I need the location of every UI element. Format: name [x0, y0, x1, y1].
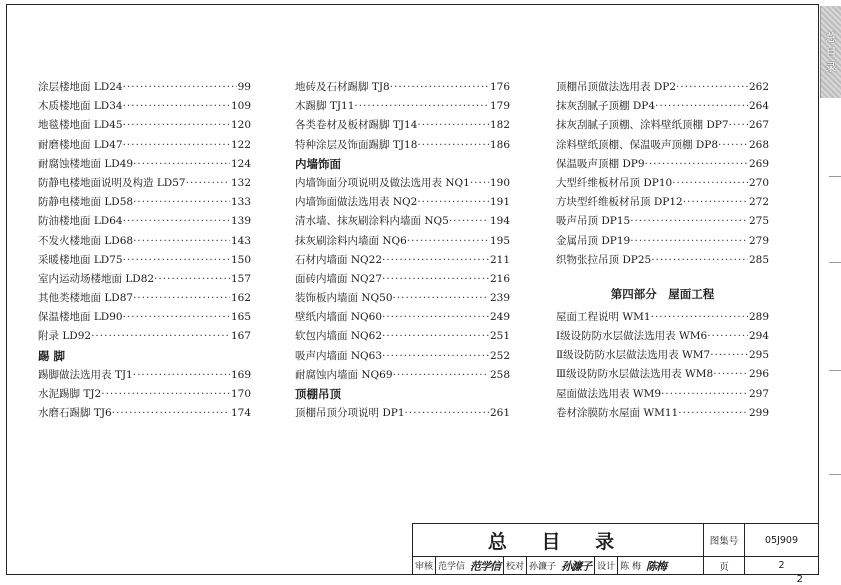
toc-entry-label: 采暖楼地面 LD75 [38, 253, 123, 266]
toc-entry [295, 366, 510, 385]
toc-entry-page: 132 [230, 176, 251, 189]
dot-leader [393, 289, 489, 308]
toc-entry-page: 120 [230, 119, 251, 132]
toc-entry [556, 78, 769, 97]
dot-leader [710, 346, 748, 365]
toc-entry-label: 地毯楼地面 LD45 [38, 119, 123, 132]
toc-entry-page: 194 [489, 215, 510, 228]
toc-entry [295, 308, 510, 327]
toc-entry [556, 327, 769, 346]
toc-entry-page: 264 [748, 100, 769, 113]
dot-leader [655, 97, 748, 116]
toc-entry-page: 122 [230, 138, 251, 151]
dot-leader [112, 404, 230, 423]
toc-entry [38, 289, 251, 308]
toc-entry [295, 116, 510, 135]
dot-leader [417, 116, 489, 135]
toc-entry [38, 193, 251, 212]
toc-entry-page: 124 [230, 157, 251, 170]
toc-entry-page: 216 [489, 272, 510, 285]
toc-entry-page: 268 [748, 138, 769, 151]
toc-entry-page: 182 [489, 119, 510, 132]
toc-entry [556, 308, 769, 327]
dot-leader [405, 404, 489, 423]
toc-entry-label: 清水墙、抹灰刷涂料内墙面 NQ5 [295, 215, 449, 228]
toc-entry-label: 防油楼地面 LD64 [38, 215, 123, 228]
toc-entry-label: 木踢脚 TJ11 [295, 100, 355, 113]
toc-entry-label: 涂层楼地面 LD24 [38, 81, 123, 93]
toc-entry [295, 97, 510, 116]
toc-entry-page: 252 [489, 349, 510, 362]
toc-entry-label: 顶棚吊顶做法选用表 DP2 [556, 81, 677, 93]
dot-leader [382, 270, 489, 289]
toc-entry-label: 装饰板内墙面 NQ50 [295, 292, 393, 305]
toc-entry-label: Ⅱ级设防防水层做法选用表 WM7 [556, 349, 711, 362]
dot-leader [133, 366, 230, 385]
dot-leader [123, 251, 230, 270]
toc-entry-page: 239 [489, 292, 510, 305]
dot-leader [672, 174, 748, 193]
toc-entry-label: 织物张拉吊顶 DP25 [556, 253, 652, 266]
toc-entry-label: 附录 LD92 [38, 330, 92, 343]
check-label: 校对 [506, 562, 525, 572]
toc-entry-label: 水磨石踢脚 TJ6 [38, 407, 112, 420]
toc-entry [556, 346, 769, 365]
toc-entry [295, 136, 510, 155]
dot-leader [123, 78, 237, 97]
section-heading: 顶棚吊顶 [295, 387, 341, 401]
toc-entry-label: 耐腐蚀内墙面 NQ69 [295, 368, 393, 381]
dot-leader [417, 193, 489, 212]
toc-entry-page: 191 [489, 196, 510, 209]
dot-leader [382, 327, 489, 346]
toc-entry [556, 193, 769, 212]
toc-entry [38, 385, 251, 404]
toc-entry [38, 251, 251, 270]
dot-leader [382, 251, 489, 270]
toc-entry-page: 261 [489, 407, 510, 420]
side-tick [829, 262, 841, 263]
toc-entry-page: 297 [748, 387, 769, 400]
toc-entry-label: 大型纤维板材吊顶 DP10 [556, 176, 673, 189]
toc-column-2 [295, 78, 510, 423]
side-tab-char: 录 [825, 60, 837, 74]
toc-entry-label: 水泥踢脚 TJ2 [38, 388, 102, 400]
toc-entry-page: 169 [230, 368, 251, 381]
dot-leader [91, 327, 230, 346]
toc-entry-page: 157 [230, 272, 251, 285]
toc-entry-page: 143 [230, 234, 251, 247]
toc-entry-page: 249 [489, 311, 510, 324]
dot-leader [186, 174, 230, 193]
toc-entry-page: 139 [230, 215, 251, 228]
toc-entry-label: 方块型纤维板材吊顶 DP12 [556, 196, 683, 209]
toc-entry [556, 155, 769, 174]
toc-entry [295, 289, 510, 308]
toc-entry-label: 耐磨楼地面 LD47 [38, 138, 123, 151]
toc-entry-label: 石材内墙面 NQ22 [295, 253, 382, 266]
toc-entry-label: 抹灰刮腻子顶棚、涂料壁纸顶棚 DP7 [556, 119, 729, 132]
designer-name: 陈 梅 [620, 562, 641, 572]
toc-entry [556, 251, 769, 270]
toc-entry-page: 150 [230, 253, 251, 266]
toc-entry-page: 195 [489, 234, 510, 247]
dot-leader [382, 308, 489, 327]
toc-column-1 [38, 78, 251, 423]
atlas-number-label: 图集号 [704, 524, 745, 557]
dot-leader [123, 136, 230, 155]
toc-entry-label: 内墙饰面分项说明及做法选用表 NQ1 [295, 176, 470, 189]
toc-entry-page: 109 [230, 100, 251, 113]
toc-entry [38, 136, 251, 155]
toc-entry [295, 251, 510, 270]
toc-entry-label: Ⅲ级设防防水层做法选用表 WM8 [556, 368, 714, 381]
checker-name: 孙濂子 [529, 562, 557, 572]
toc-entry [38, 308, 251, 327]
dot-leader [630, 232, 748, 251]
toc-entry-label: 壁纸内墙面 NQ60 [295, 311, 382, 324]
toc-entry [556, 174, 769, 193]
dot-leader [123, 116, 230, 135]
toc-entry-label: 吸声内墙面 NQ63 [295, 349, 382, 362]
toc-entry-page: 295 [748, 349, 769, 362]
dot-leader [390, 78, 489, 97]
reviewer-signature: 范学信 [470, 559, 501, 573]
toc-entry [38, 270, 251, 289]
toc-entry-label: 各类卷材及板材踢脚 TJ14 [295, 119, 418, 132]
toc-entry-label: 卷材涂膜防水屋面 WM11 [556, 406, 679, 419]
toc-entry-page: 270 [748, 176, 769, 189]
page-number: 2 [778, 560, 785, 571]
dot-leader [651, 251, 748, 270]
toc-entry [556, 97, 769, 116]
toc-entry [38, 327, 251, 346]
toc-entry-label: 软包内墙面 NQ62 [295, 330, 382, 343]
toc-entry [295, 327, 510, 346]
dot-leader [645, 155, 748, 174]
toc-entry-page: 289 [748, 310, 769, 323]
toc-entry-label: 面砖内墙面 NQ27 [295, 272, 382, 285]
toc-entry-label: 顶棚吊顶分项说明 DP1 [295, 407, 405, 420]
toc-entry [295, 404, 510, 423]
toc-entry-page: 269 [748, 157, 769, 170]
designer-signature: 陈梅 [645, 559, 666, 573]
toc-entry-label: 耐腐蚀楼地面 LD49 [38, 157, 134, 170]
dot-leader [713, 365, 748, 384]
dot-leader [661, 385, 748, 404]
dot-leader [470, 174, 489, 193]
toc-entry [38, 78, 251, 97]
toc-entry-label: 屋面做法选用表 WM9 [556, 387, 662, 400]
dot-leader [676, 78, 748, 97]
toc-entry-page: 179 [489, 100, 510, 113]
side-tab-char: 目 [825, 45, 837, 59]
toc-entry-page: 279 [748, 234, 769, 247]
toc-entry [295, 270, 510, 289]
toc-entry-label: Ⅰ级设防防水层做法选用表 WM6 [556, 330, 708, 343]
toc-entry-page: 165 [230, 311, 251, 324]
toc-entry-label: 防静电楼地面说明及构造 LD57 [38, 176, 186, 189]
toc-column-3 [556, 78, 769, 423]
toc-entry [295, 174, 510, 193]
dot-leader [133, 193, 230, 212]
dot-leader [133, 155, 230, 174]
toc-entry-page: 285 [748, 253, 769, 266]
toc-entry-label: 不发火楼地面 LD68 [38, 234, 134, 247]
dot-leader [123, 97, 230, 116]
toc-entry-page: 133 [230, 196, 251, 209]
toc-entry-page: 174 [230, 407, 251, 420]
toc-entry-label: 屋面工程说明 WM1 [556, 310, 651, 323]
part-heading: 第四部分 屋面工程 [610, 286, 715, 301]
toc-entry-page: 176 [489, 81, 510, 93]
toc-entry-page: 251 [489, 330, 510, 343]
side-tab [820, 6, 841, 98]
toc-entry-page: 186 [489, 138, 510, 151]
dot-leader [133, 289, 230, 308]
title-block [412, 523, 819, 575]
toc-entry [38, 212, 251, 231]
side-tick [829, 474, 841, 475]
reviewer-name: 范学信 [438, 562, 466, 572]
toc-entry [556, 116, 769, 135]
checker-signature: 孙濂子 [561, 559, 592, 573]
corner-page-number: 2 [796, 574, 803, 585]
side-tick [829, 370, 841, 371]
toc-entry-page: 267 [748, 119, 769, 132]
toc-entry-label: 其他类楼地面 LD87 [38, 292, 134, 305]
design-label: 设计 [597, 562, 616, 572]
section-heading: 内墙饰面 [295, 156, 341, 171]
toc-entry-page: 167 [230, 330, 251, 343]
toc-entry [556, 136, 769, 155]
toc-entry [38, 174, 251, 193]
toc-entry [556, 212, 769, 231]
toc-entry-page: 162 [230, 292, 251, 305]
toc-entry-label: 防静电楼地面 LD58 [38, 196, 134, 209]
toc-entry [295, 232, 510, 251]
review-label: 审核 [415, 562, 434, 572]
atlas-number: 05J909 [745, 524, 818, 557]
toc-entry-label: 木质楼地面 LD34 [38, 100, 123, 113]
dot-leader [123, 212, 230, 231]
toc-entry [295, 212, 510, 231]
toc-entry-label: 涂料壁纸顶棚、保温吸声顶棚 DP8 [556, 138, 719, 151]
dot-leader [407, 232, 489, 251]
dot-leader [630, 212, 748, 231]
dot-leader [678, 404, 748, 423]
toc-entry [38, 404, 251, 423]
toc-entry-label: 抹灰刷涂料内墙面 NQ6 [295, 234, 407, 247]
toc-entry [295, 347, 510, 366]
dot-leader [707, 327, 748, 346]
toc-entry [295, 193, 510, 212]
toc-entry-label: 吸声吊顶 DP15 [556, 215, 631, 228]
toc-entry-label: 内墙饰面做法选用表 NQ2 [295, 196, 418, 209]
toc-entry [38, 155, 251, 174]
toc-entry-label: 踢脚做法选用表 TJ1 [38, 368, 133, 381]
dot-leader [651, 308, 748, 327]
toc-entry [38, 232, 251, 251]
dot-leader [154, 270, 230, 289]
toc-entry-page: 275 [748, 215, 769, 228]
toc-entry-label: 保温楼地面 LD90 [38, 311, 123, 324]
toc-entry-page: 170 [230, 388, 251, 400]
toc-entry-page: 262 [748, 81, 769, 93]
dot-leader [123, 308, 230, 327]
toc-entry [556, 365, 769, 384]
toc-entry-page: 258 [489, 368, 510, 381]
dot-leader [101, 385, 230, 404]
toc-entry [38, 116, 251, 135]
toc-entry [38, 97, 251, 116]
toc-entry [295, 78, 510, 97]
toc-entry [556, 404, 769, 423]
dot-leader [133, 232, 230, 251]
toc-entry-page: 99 [237, 81, 251, 93]
toc-entry-page: 272 [748, 196, 769, 209]
page-label: 页 [704, 557, 745, 574]
toc-entry-page: 211 [489, 253, 510, 266]
toc-entry-label: 地砖及石材踢脚 TJ8 [295, 81, 390, 93]
dot-leader [729, 116, 748, 135]
dot-leader [354, 97, 489, 116]
dot-leader [683, 193, 748, 212]
signature-row [413, 557, 704, 574]
toc-entry-label: 保温吸声顶棚 DP9 [556, 157, 645, 170]
toc-entry [556, 232, 769, 251]
toc-entry-label: 金属吊顶 DP19 [556, 234, 631, 247]
toc-entry-label: 抹灰刮腻子顶棚 DP4 [556, 100, 656, 113]
dot-leader [382, 347, 489, 366]
toc-entry-page: 294 [748, 330, 769, 343]
toc-entry [38, 366, 251, 385]
dot-leader [393, 366, 489, 385]
dot-leader [417, 136, 489, 155]
section-heading: 踢 脚 [38, 348, 66, 363]
dot-leader [718, 136, 748, 155]
toc-entry-page: 299 [748, 406, 769, 419]
side-tick [829, 176, 841, 177]
toc-entry-label: 特种涂层及饰面踢脚 TJ18 [295, 138, 418, 151]
sheet-title: 总 目 录 [413, 524, 704, 557]
toc-entry [556, 385, 769, 404]
side-tab-char: 总 [825, 30, 837, 44]
toc-entry-page: 190 [489, 176, 510, 189]
toc-entry-page: 296 [748, 368, 769, 381]
dot-leader [449, 212, 489, 231]
toc-entry-label: 室内运动场楼地面 LD82 [38, 272, 155, 285]
